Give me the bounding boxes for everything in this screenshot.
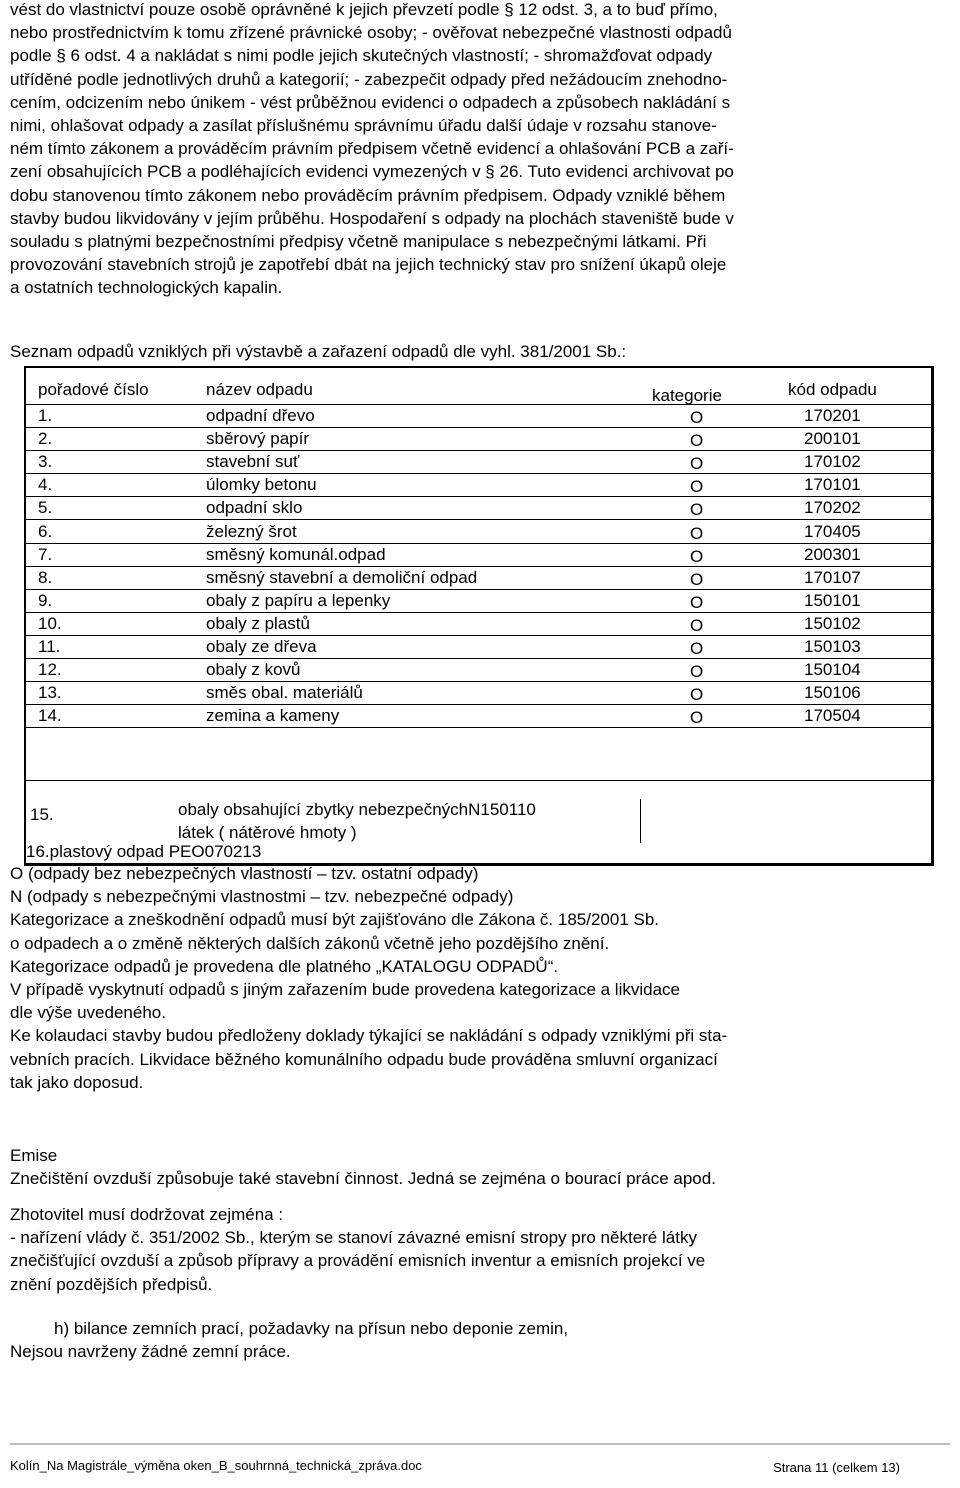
row-category: O [690, 431, 704, 451]
row-category: O [690, 662, 704, 682]
row-num: 5. [38, 498, 53, 518]
row-num: 2. [38, 429, 53, 449]
intro-line: dobu stanovenou tímto zákonem nebo prováděcím právním předpisem. Odpady vzniklé během [10, 185, 726, 205]
table-row [26, 589, 932, 613]
emise-title: Emise [10, 1146, 58, 1165]
row-num: 10. [38, 613, 62, 633]
row-code: 170107 [804, 567, 861, 587]
footer-page-number: Strana 11 (celkem 13) [773, 1460, 900, 1475]
row-category: O [690, 569, 704, 589]
row-name: směsný komunál.odpad [206, 544, 386, 564]
row15-num: 15. [30, 805, 54, 824]
row-num: 11. [38, 637, 61, 656]
table-row [26, 658, 932, 682]
intro-line: souladu s platnými bezpečnostními předpisy včetně manipulace s nebezpečnými látkami. Při [10, 232, 707, 251]
row-name: obaly z kovů [206, 660, 301, 680]
emise-line: - nařízení vlády č. 351/2002 Sb., kterým se stanoví závazné emisní stropy pro některé látky [10, 1228, 697, 1248]
waste-table [24, 366, 934, 866]
table-row [26, 496, 932, 520]
intro-line: ném tímto zákonem a prováděcím právním předpisem včetně evidencí a ohlašování PCB a zaří- [10, 139, 734, 159]
row15-divider [640, 799, 641, 843]
row-code: 170102 [804, 452, 861, 472]
row-name: odpadní sklo [206, 498, 303, 518]
row-code: 200101 [804, 429, 861, 449]
row-name: železný šrot [206, 521, 297, 541]
row-num: 3. [38, 452, 53, 472]
row-code: 170101 [804, 475, 861, 495]
row-name: obaly z plastů [206, 613, 310, 633]
table-row [26, 543, 932, 567]
row-category: O [690, 615, 704, 635]
row-name: zemina a kameny [206, 706, 340, 726]
row-num: 14. [38, 706, 62, 726]
row15-name-line1: obaly obsahující zbytky nebezpečnýchN150110 [178, 800, 536, 819]
row-code: 150103 [804, 637, 861, 656]
note-line: O (odpady bez nebezpečných vlastností – tzv. ostatní odpady) [10, 864, 479, 883]
note-line: Kategorizace odpadů je provedena dle platného „KATALOGU ODPADŮ“. [10, 956, 559, 976]
row15-name-line2: látek ( nátěrové hmoty ) [178, 823, 357, 842]
row-code: 170201 [804, 406, 861, 425]
intro-line: provozování stavebních strojů je zapotřebí dbát na jejich technický stav pro snížení úkapů oleje [10, 255, 727, 275]
note-line: o odpadech a o změně některých dalších zákonů včetně jeho pozdějšího znění. [10, 933, 610, 953]
row-category: O [690, 477, 704, 497]
note-line: Ke kolaudaci stavby budou předloženy doklady týkající se nakládání s odpady vzniklými při sta- [10, 1026, 728, 1046]
row-name: obaly ze dřeva [206, 637, 317, 656]
table-row [26, 704, 932, 728]
row-name: odpadní dřevo [206, 406, 315, 425]
emise-line: Zhotovitel musí dodržovat zejména : [10, 1205, 284, 1224]
table-row [26, 520, 932, 544]
note-line: vebních pracích. Likvidace běžného komunálního odpadu bude prováděna smluvní organizací [10, 1049, 718, 1069]
intro-line: a ostatních technologických kapalin. [10, 278, 283, 298]
row-code: 150101 [804, 590, 861, 610]
header-name: název odpadu [206, 380, 313, 399]
earthworks-heading: h) bilance zemních prací, požadavky na přísun nebo deponie zemin, [54, 1319, 569, 1338]
note-line: tak jako doposud. [10, 1072, 144, 1092]
row-category: O [690, 639, 704, 658]
header-category: kategorie [652, 386, 722, 405]
row-num: 8. [38, 567, 53, 587]
row-category: O [690, 408, 704, 427]
note-line: dle výše uvedeného. [10, 1003, 166, 1023]
row-code: 150104 [804, 660, 861, 680]
row-category: O [690, 500, 704, 520]
row-name: směsný stavební a demoliční odpad [206, 567, 478, 587]
row-category: O [690, 523, 704, 543]
note-line: Kategorizace a zneškodnění odpadů musí být zajišťováno dle Zákona č. 185/2001 Sb. [10, 910, 660, 930]
header-num: pořadové číslo [38, 380, 149, 399]
intro-line: nebo prostřednictvím k tomu zřízené právnické osoby; - ověřovat nebezpečné vlastnosti odpadů [10, 23, 732, 43]
row-num: 12. [38, 660, 62, 680]
row-category: O [690, 685, 704, 705]
intro-line: nimi, ohlašovat odpady a zasílat příslušnému správnímu úřadu další údaje v rozsahu stanove- [10, 116, 717, 135]
row-name: obaly z papíru a lepenky [206, 590, 391, 610]
intro-line: utříděné podle jednotlivých druhů a kategorií; - zabezpečit odpady před nežádoucím znehodno- [10, 69, 728, 89]
table-row-15 [26, 780, 932, 842]
row-num: 7. [38, 544, 53, 564]
intro-line: podle § 6 odst. 4 a nakládat s nimi podle jejich skutečných vlastností; - shromažďovat odpady [10, 46, 713, 66]
table-row [26, 612, 932, 636]
row-code: 200301 [804, 544, 861, 564]
table-row [26, 427, 932, 451]
row-category: O [690, 546, 704, 566]
row-num: 4. [38, 475, 53, 495]
row-num: 9. [38, 590, 53, 610]
table-header-row [26, 378, 932, 405]
row-name: směs obal. materiálů [206, 683, 363, 703]
intro-line: stavby budou likvidovány v jejím průběhu. Hospodaření s odpady na plochách staveniště bude v [10, 208, 734, 228]
table-row-16: 16.plastový odpad PEO070213 [26, 842, 262, 861]
row-category: O [690, 708, 704, 728]
row-name: sběrový papír [206, 429, 309, 449]
row-name: úlomky betonu [206, 475, 317, 495]
row-name: stavební suť [206, 452, 300, 472]
footer-rule [10, 1443, 950, 1445]
row-code: 170202 [804, 498, 861, 518]
table-row [26, 566, 932, 590]
table-row [26, 404, 932, 428]
row-num: 6. [38, 521, 53, 541]
intro-line: cením, odcizením nebo únikem - vést průběžnou evidenci o odpadech a způsobech nakládání s [10, 92, 731, 112]
row-category: O [690, 592, 704, 612]
note-line: V případě vyskytnutí odpadů s jiným zařazením bude provedena kategorizace a likvidace [10, 980, 680, 999]
emise-text: Znečištění ovzduší způsobuje také stavební činnost. Jedná se zejména o bourací práce apod. [10, 1169, 716, 1188]
emise-line: znění pozdějších předpisů. [10, 1274, 213, 1294]
table-row [26, 681, 932, 705]
earthworks-text: Nejsou navrženy žádné zemní práce. [10, 1342, 291, 1361]
table-row [26, 635, 932, 659]
footer-filename: Kolín_Na Magistrále_výměna oken_B_souhrnná_technická_zpráva.doc [10, 1458, 422, 1473]
table-row [26, 473, 932, 497]
table-row [26, 450, 932, 474]
row-code: 150102 [804, 613, 861, 633]
row-category: O [690, 454, 704, 474]
row-code: 150106 [804, 683, 861, 703]
intro-line: zení obsahujících PCB a podléhajících evidenci vymezených v § 26. Tuto evidenci archivovat po [10, 162, 734, 182]
note-line: N (odpady s nebezpečnými vlastnostmi – tzv. nebezpečné odpady) [10, 887, 514, 907]
header-code: kód odpadu [788, 380, 877, 399]
row-num: 1. [38, 406, 53, 425]
row-code: 170405 [804, 521, 861, 541]
emise-line: znečišťující ovzduší a způsob přípravy a provádění emisních inventur a emisních projekcí ve [10, 1251, 706, 1271]
row-num: 13. [38, 683, 62, 703]
waste-list-heading: Seznam odpadů vzniklých při výstavbě a zařazení odpadů dle vyhl. 381/2001 Sb.: [10, 342, 627, 361]
row-code: 170504 [804, 706, 861, 726]
intro-line: vést do vlastnictví pouze osobě oprávněné k jejich převzetí podle § 12 odst. 3, a to buď přímo, [10, 0, 718, 19]
